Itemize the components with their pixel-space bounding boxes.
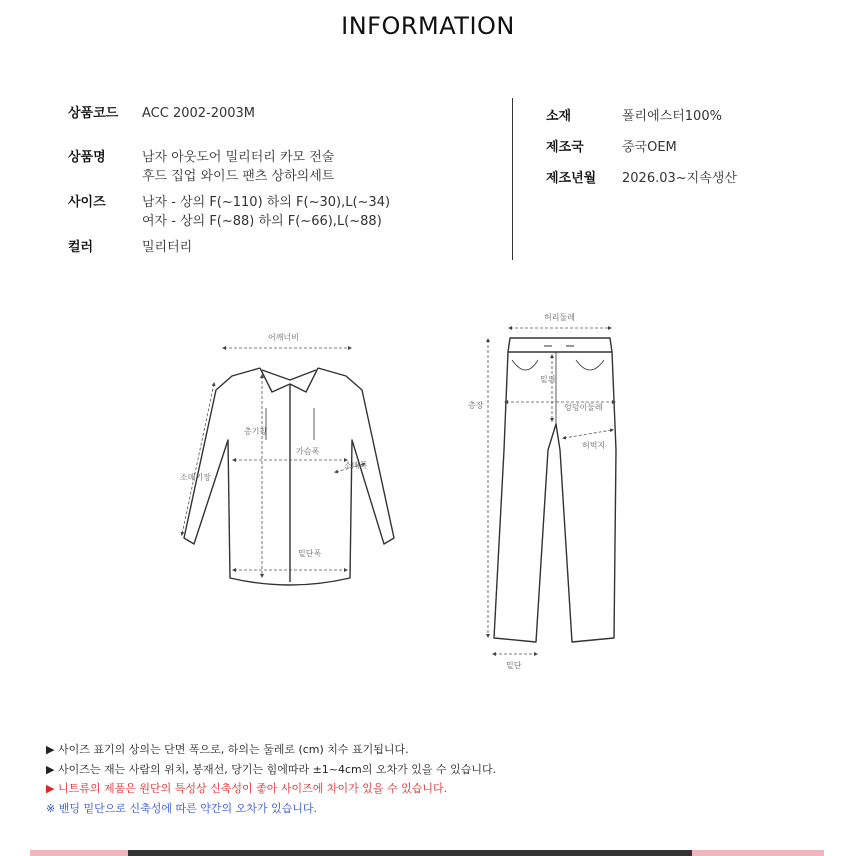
size-line2: 여자 - 상의 F(~88) 하의 F(~66),L(~88) — [142, 214, 382, 229]
jacket-measure-lines — [182, 348, 364, 576]
jacket-drawing — [184, 368, 394, 585]
page-title: INFORMATION — [341, 12, 515, 40]
size-line1: 남자 - 상의 F(~110) 하의 F(~30),L(~34) — [142, 195, 391, 210]
date-label: 제조년월 — [546, 171, 597, 186]
note-line-warning: ▶ 니트류의 제품은 원단의 특성상 신축성이 좋아 사이즈에 차이가 있을 수 있습니다. — [46, 782, 448, 795]
name-line2: 후드 집업 와이드 팬츠 상하의세트 — [142, 169, 335, 184]
origin-value: 중국OEM — [622, 140, 677, 155]
code-value: ACC 2002-2003M — [142, 106, 256, 121]
size-label: 사이즈 — [68, 195, 106, 210]
jacket-sleeve-length-label: 소매기장 — [180, 473, 211, 482]
pants-rise-label: 밑위 — [540, 375, 556, 384]
pants-hem-label: 밑단 — [506, 661, 522, 670]
jacket-length-label: 총기장 — [244, 427, 268, 436]
name-label: 상품명 — [68, 150, 106, 165]
note-line: ▶ 사이즈 표기의 상의는 단면 폭으로, 하의는 둘레로 (cm) 치수 표기됩니다. — [46, 743, 409, 756]
footer-bar-right — [692, 850, 824, 856]
info-divider — [512, 98, 513, 260]
name-line1: 남자 아웃도어 밀리터리 카모 전술 — [142, 150, 335, 165]
material-value: 폴리에스터100% — [622, 109, 722, 124]
pants-thigh2-label: 허벅지 — [582, 441, 606, 450]
jacket-shoulder-label: 어깨너비 — [268, 333, 299, 342]
material-label: 소재 — [546, 109, 572, 124]
footer-bar-center — [128, 850, 692, 856]
origin-label: 제조국 — [546, 140, 584, 155]
size-notes — [46, 740, 496, 818]
pants-total-label: 총장 — [468, 401, 484, 410]
garment-size-diagram — [0, 300, 856, 680]
jacket-hem-label: 밑단폭 — [298, 549, 322, 558]
color-label: 컬러 — [68, 240, 94, 255]
pants-thigh-label: 엉덩이둘레 — [564, 403, 603, 412]
color-value: 밀리터리 — [142, 240, 193, 255]
note-line-info: ※ 밴딩 밑단으로 신축성에 따른 약간의 오차가 있습니다. — [46, 801, 317, 815]
jacket-chest-label: 가슴폭 — [296, 447, 320, 456]
date-value: 2026.03~지속생산 — [622, 171, 737, 186]
jacket-sleeve-width-label: 소매폭 — [344, 461, 368, 470]
note-line: ▶ 사이즈는 재는 사람의 위치, 봉재선, 당기는 힘에따라 ±1~4cm의 오차가 있을 수 있습니다. — [46, 762, 497, 776]
pants-waist-label: 허리둘레 — [544, 313, 575, 322]
footer-bar-left — [30, 850, 128, 856]
code-label: 상품코드 — [68, 106, 119, 121]
